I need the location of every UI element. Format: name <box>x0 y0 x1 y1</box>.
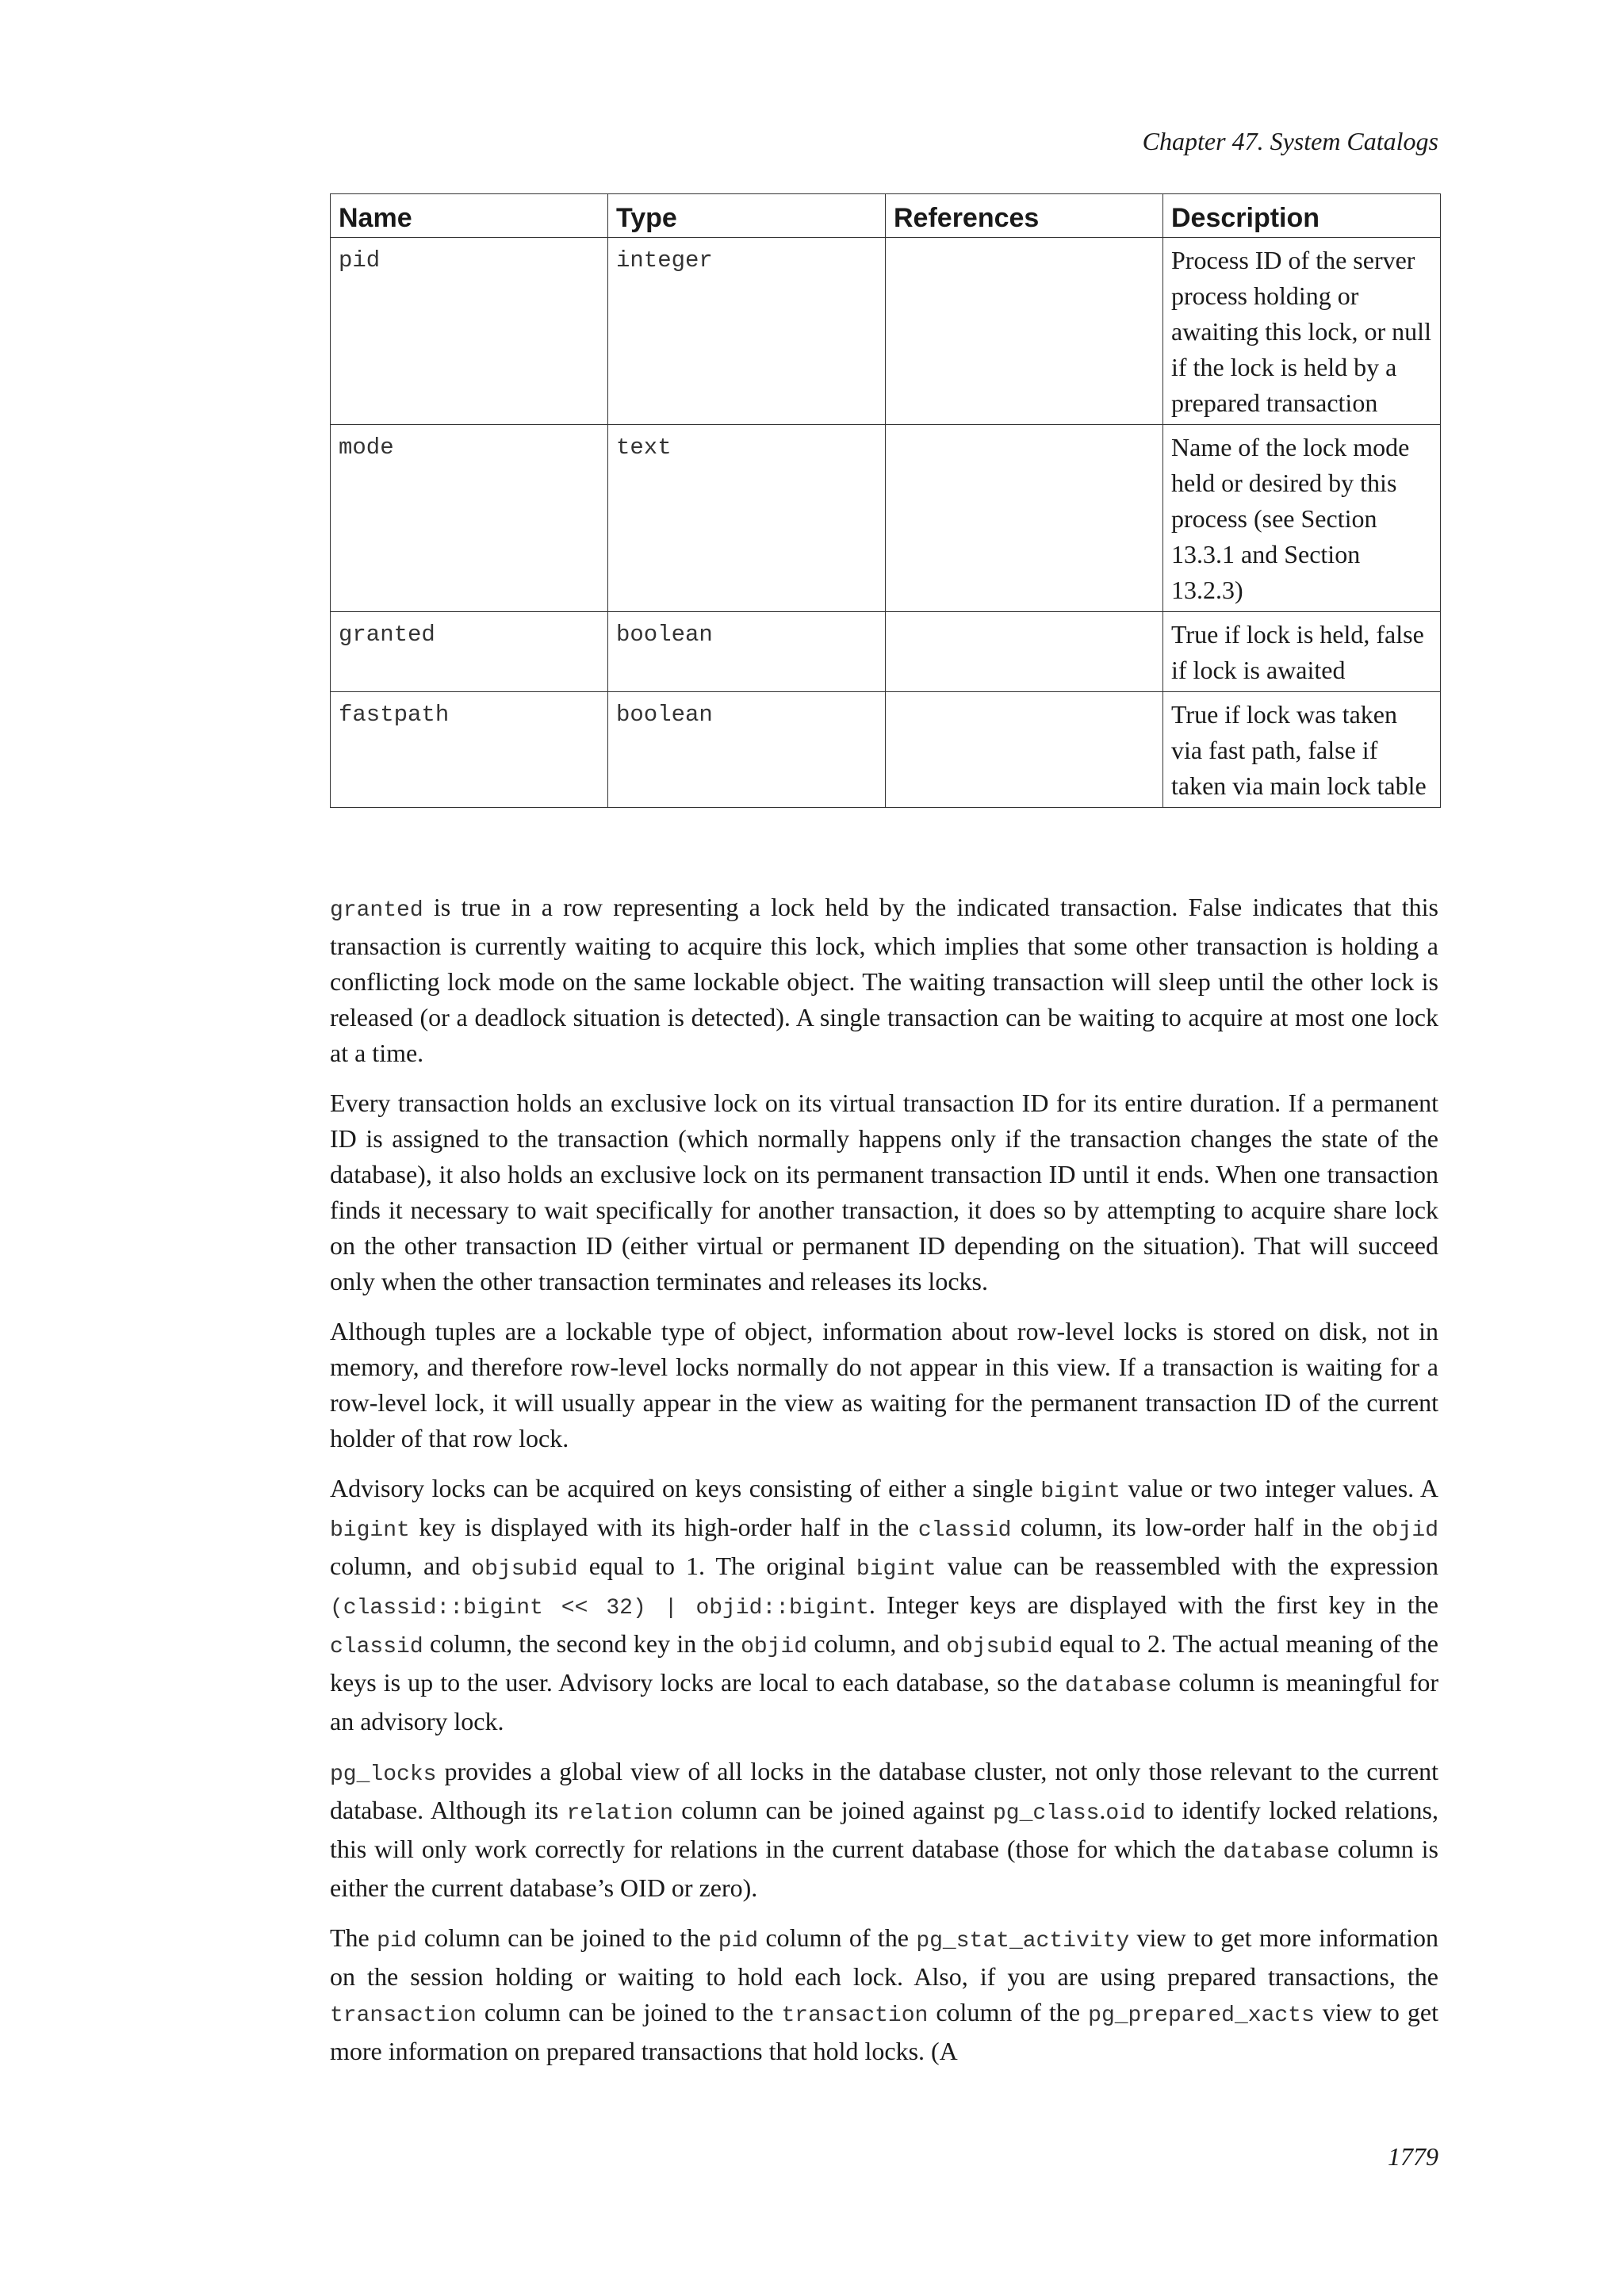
text-run: value or two integer values. A <box>1120 1474 1438 1502</box>
text-run: equal to 1. The original <box>577 1552 856 1580</box>
paragraph-pid-join <box>330 1920 1438 2069</box>
inline-code: pid <box>377 1929 417 1954</box>
inline-code: database <box>1223 1840 1330 1865</box>
text-run: . Integer keys are displayed with the first key in the <box>868 1590 1439 1619</box>
cell-type: boolean <box>608 612 886 692</box>
catalog-columns-table <box>330 193 1441 808</box>
inline-code: granted <box>330 898 423 923</box>
inline-code: pg_prepared_xacts <box>1088 2003 1315 2028</box>
cell-type: integer <box>608 238 886 425</box>
text-run: provides a global view of all locks in the database cluster, not only those relevant to the current database. Although its <box>330 1757 1438 1824</box>
text-run: value can be reassembled with the expression <box>936 1552 1439 1580</box>
cell-type: boolean <box>608 692 886 808</box>
inline-code: objid <box>1372 1518 1439 1543</box>
text-run: column, its low-order half in the <box>1011 1513 1372 1541</box>
table-row <box>331 425 1441 612</box>
cell-name: mode <box>331 425 608 612</box>
body-text <box>330 890 1438 2084</box>
inline-code: pid <box>718 1929 759 1954</box>
cell-references <box>886 692 1163 808</box>
text-run: Although tuples are a lockable type of object, information about row-level locks is stored on disk, not in memory, and therefore row-level locks normally do not appear in this view. If a transaction is waiting for a row-level lock, it will usually appear in the view as waiting for the permanent transaction ID of the current holder of that row lock. <box>330 1317 1438 1452</box>
text-run: key is displayed with its high-order half in the <box>409 1513 918 1541</box>
inline-code: pg_stat_activity <box>916 1929 1130 1954</box>
inline-code: pg_locks <box>330 1762 437 1787</box>
inline-code: objid <box>741 1635 808 1659</box>
inline-code: oid <box>1105 1801 1146 1826</box>
cell-description: Process ID of the server process holding or awaiting this lock, or null if the lock is held by a prepared transaction <box>1163 238 1441 425</box>
cell-type: text <box>608 425 886 612</box>
cell-references <box>886 425 1163 612</box>
cell-description: True if lock was taken via fast path, false if taken via main lock table <box>1163 692 1441 808</box>
text-run: is true in a row representing a lock held by the indicated transaction. False indicates that this transaction is currently waiting to acquire this lock, which implies that some other transaction is holding a conflicting lock mode on the same lockable object. The waiting transaction will sleep until the other lock is released (or a deadlock situation is detected). A single transaction can be waiting to acquire at most one lock at a time. <box>330 893 1438 1067</box>
inline-code: classid <box>330 1635 423 1659</box>
inline-code: bigint <box>330 1518 410 1543</box>
inline-code: pg_class <box>993 1801 1100 1826</box>
text-run: column can be joined to the <box>476 1998 782 2026</box>
table-row <box>331 612 1441 692</box>
cell-name: pid <box>331 238 608 425</box>
cell-description: True if lock is held, false if lock is awaited <box>1163 612 1441 692</box>
text-run: The <box>330 1923 377 1952</box>
cell-description: Name of the lock mode held or desired by this process (see Section 13.3.1 and Section 13.2.3) <box>1163 425 1441 612</box>
column-header-references: References <box>886 194 1163 238</box>
inline-code: classid <box>917 1518 1012 1543</box>
cell-references <box>886 238 1163 425</box>
paragraph-granted <box>330 890 1438 1071</box>
text-run: column of the <box>758 1923 917 1952</box>
text-run: to identify locked relations, this will only work correctly for relations in the current database (those for which the <box>330 1796 1439 1863</box>
text-run: view to get more information on the session holding or waiting to hold each lock. Also, if you are using prepared transactions, the <box>330 1923 1439 1991</box>
text-run: column is meaningful for an advisory lock. <box>330 1668 1439 1735</box>
text-run: Advisory locks can be acquired on keys consisting of either a single <box>330 1474 1041 1502</box>
inline-code: bigint <box>856 1557 936 1582</box>
table-row <box>331 238 1441 425</box>
inline-code: (classid::bigint << 32) | objid::bigint <box>330 1596 869 1621</box>
inline-code: transaction <box>330 2003 477 2028</box>
table-row <box>331 692 1441 808</box>
cell-name: fastpath <box>331 692 608 808</box>
text-run: column, the second key in the <box>423 1629 741 1658</box>
text-run: column is either the current database’s OID or zero). <box>330 1835 1439 1902</box>
inline-code: bigint <box>1040 1479 1121 1504</box>
table-header-row <box>331 194 1441 238</box>
column-header-description: Description <box>1163 194 1441 238</box>
cell-name: granted <box>331 612 608 692</box>
text-run: column can be joined to the <box>416 1923 718 1952</box>
column-header-name: Name <box>331 194 608 238</box>
text-run: column of the <box>928 1998 1089 2026</box>
inline-code: database <box>1064 1674 1172 1698</box>
inline-code: relation <box>566 1801 673 1826</box>
text-run: equal to 2. The actual meaning of the keys is up to the user. Advisory locks are local to each database, so the <box>330 1629 1439 1697</box>
inline-code: objsubid <box>471 1557 578 1582</box>
inline-code: transaction <box>781 2003 929 2028</box>
paragraph-virtual-transaction-lock <box>330 1085 1438 1299</box>
paragraph-advisory-locks <box>330 1471 1438 1739</box>
text-run: view to get more information on prepared transactions that hold locks. (A <box>330 1998 1439 2065</box>
running-header: Chapter 47. System Catalogs <box>1142 127 1438 155</box>
inline-code: objsubid <box>946 1635 1053 1659</box>
text-run: column, and <box>330 1552 472 1580</box>
text-run: Every transaction holds an exclusive lock on its virtual transaction ID for its entire duration. If a permanent ID is assigned to the transaction (which normally happens only if the transaction changes the state of the database), it also holds an exclusive lock on its permanent transaction ID until it ends. When one transaction finds it necessary to wait specifically for another transaction, it does so by attempting to acquire share lock on the other transaction ID (either virtual or permanent ID depending on the situation). That will succeed only when the other transaction terminates and releases its locks. <box>330 1089 1438 1295</box>
text-run: column can be joined against <box>672 1796 993 1824</box>
column-header-type: Type <box>608 194 886 238</box>
paragraph-pg-locks-global-view <box>330 1754 1438 1906</box>
cell-references <box>886 612 1163 692</box>
text-run: . <box>1099 1796 1106 1824</box>
page-number: 1779 <box>1388 2142 1438 2171</box>
text-run: column, and <box>807 1629 947 1658</box>
paragraph-row-level-locks <box>330 1314 1438 1456</box>
